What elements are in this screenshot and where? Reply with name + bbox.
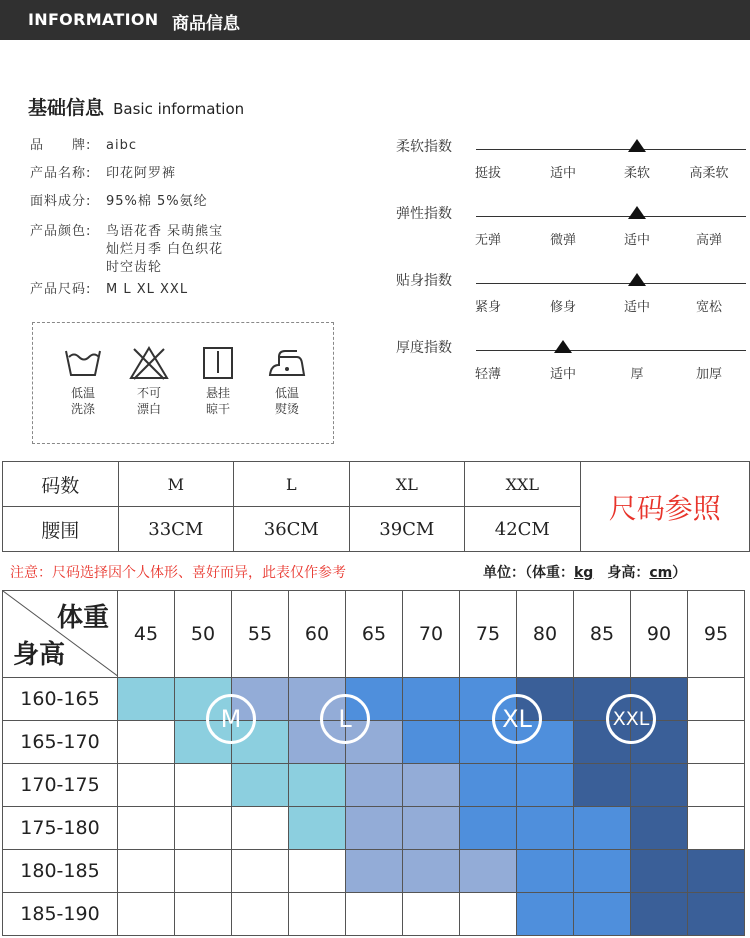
- care-label: 洗涤: [70, 402, 95, 416]
- index-scale-option: 高柔软: [689, 166, 729, 181]
- size-grid-cell: [118, 893, 175, 936]
- size-grid-cell: [688, 893, 745, 936]
- weight-header-cell: 45: [118, 591, 175, 678]
- size-grid-cell: [460, 807, 517, 850]
- header-title-en: INFORMATION: [28, 10, 159, 29]
- index-scale-option: 无弹: [474, 233, 502, 248]
- info-color: [30, 223, 224, 275]
- size-grid-cell: [346, 807, 403, 850]
- index-scale-option: 适中: [549, 367, 577, 382]
- index-scale-line: [476, 350, 746, 351]
- care-label: 熨烫: [274, 402, 299, 416]
- size-grid: [2, 590, 745, 936]
- index-scale-option: 紧身: [474, 300, 502, 315]
- info-label: 产品尺码:: [30, 282, 92, 297]
- size-grid-cell: [631, 893, 688, 936]
- height-header-cell: 160-165: [3, 678, 118, 721]
- index-scale-title: 厚度指数: [396, 340, 452, 356]
- size-grid-cell: [175, 893, 232, 936]
- size-grid-cell: [232, 850, 289, 893]
- size-grid-cell: [232, 764, 289, 807]
- size-grid-cell: [118, 678, 175, 721]
- size-grid-cell: [460, 764, 517, 807]
- size-grid-cell: [118, 807, 175, 850]
- size-grid-cell: [118, 850, 175, 893]
- index-scale-option: 挺拔: [474, 166, 502, 181]
- height-header-cell: 185-190: [3, 893, 118, 936]
- weight-header-cell: 60: [289, 591, 346, 678]
- index-scale-title: 贴身指数: [396, 273, 452, 289]
- care-label: 低温: [274, 386, 299, 400]
- index-marker-icon: [628, 273, 646, 286]
- index-scale-line: [476, 149, 746, 150]
- index-scale-option: 微弹: [549, 233, 577, 248]
- size-grid-cell: [346, 893, 403, 936]
- no-bleach-icon: [128, 345, 170, 381]
- care-label: 漂白: [136, 402, 161, 416]
- header-bar: [0, 0, 750, 40]
- info-label: 面料成分:: [30, 194, 92, 209]
- size-grid-cell: [688, 850, 745, 893]
- weight-header-cell: 95: [688, 591, 745, 678]
- size-note: 注意：尺码选择因个人体形、喜好而异，此表仅作参考: [10, 565, 346, 581]
- grid-corner: [3, 591, 118, 678]
- size-grid-cell: [517, 807, 574, 850]
- index-scale-option: 高弹: [695, 233, 723, 248]
- size-grid-cell: [403, 764, 460, 807]
- index-scale-option: 厚: [630, 367, 644, 382]
- size-row-label: 码数: [3, 462, 119, 507]
- index-scale-line: [476, 283, 746, 284]
- height-header-cell: 170-175: [3, 764, 118, 807]
- size-grid-cell: [403, 807, 460, 850]
- waist-row-label: 腰围: [3, 507, 119, 552]
- size-grid-cell: [232, 807, 289, 850]
- care-instructions-box: [32, 322, 334, 444]
- weight-header-cell: 85: [574, 591, 631, 678]
- size-grid-cell: [403, 678, 460, 721]
- weight-header-cell: 55: [232, 591, 289, 678]
- wash-low-temp-icon: [63, 345, 103, 381]
- size-grid-cell: [346, 764, 403, 807]
- index-marker-icon: [628, 206, 646, 219]
- index-scale-option: 宽松: [695, 300, 723, 315]
- index-scale-option: 适中: [623, 300, 651, 315]
- unit-kg: kg: [574, 565, 594, 581]
- info-value: 时空齿轮: [106, 260, 163, 275]
- size-cell: XL: [349, 462, 465, 507]
- info-label: 产品名称:: [30, 166, 92, 181]
- info-value: 鸟语花香 呆萌熊宝: [106, 224, 224, 239]
- weight-header-cell: 50: [175, 591, 232, 678]
- index-scale-option: 加厚: [695, 367, 723, 382]
- size-grid-cell: [460, 850, 517, 893]
- badge-xxl: XXL: [606, 694, 656, 744]
- index-scale: [396, 136, 746, 196]
- size-row: [3, 462, 750, 507]
- size-grid-cell: [289, 764, 346, 807]
- index-scale-option: 柔软: [623, 166, 651, 181]
- size-grid-cell: [574, 850, 631, 893]
- height-header-cell: 165-170: [3, 721, 118, 764]
- height-axis-label: 身高: [13, 640, 66, 670]
- info-label: 产品颜色:: [30, 224, 92, 239]
- weight-axis-label: 体重: [56, 603, 109, 633]
- info-value: M L XL XXL: [106, 282, 189, 297]
- waist-cell: 36CM: [234, 507, 350, 552]
- care-item-iron: [257, 345, 317, 417]
- hang-dry-icon: [200, 345, 236, 381]
- index-scale-option: 适中: [623, 233, 651, 248]
- unit-cm: cm: [649, 565, 673, 581]
- index-scale-title: 柔软指数: [396, 139, 452, 155]
- info-material: [30, 193, 208, 211]
- basic-info-title-cn: 基础信息: [28, 97, 105, 119]
- size-grid-cell: [460, 893, 517, 936]
- measurement-table: [2, 461, 750, 552]
- size-grid-cell: [631, 850, 688, 893]
- care-item-dry: [188, 345, 248, 417]
- size-grid-cell: [175, 850, 232, 893]
- index-scale-option: 适中: [549, 166, 577, 181]
- basic-info-title: [28, 93, 244, 120]
- index-scale: [396, 337, 746, 397]
- weight-header-cell: 75: [460, 591, 517, 678]
- weight-header-cell: 65: [346, 591, 403, 678]
- waist-cell: 42CM: [465, 507, 581, 552]
- index-scale-option: 轻薄: [474, 367, 502, 382]
- size-grid-cell: [346, 850, 403, 893]
- grid-row: [3, 893, 745, 936]
- care-label: 不可: [136, 386, 161, 400]
- care-item-wash: [53, 345, 113, 417]
- index-marker-icon: [628, 139, 646, 152]
- size-grid-cell: [517, 850, 574, 893]
- care-label: 晾干: [205, 402, 230, 416]
- size-grid-cell: [688, 678, 745, 721]
- badge-xl: XL: [492, 694, 542, 744]
- size-grid-cell: [574, 807, 631, 850]
- size-grid-cell: [118, 721, 175, 764]
- grid-row: [3, 807, 745, 850]
- info-value: 95%棉 5%氨纶: [106, 194, 208, 209]
- grid-row: [3, 764, 745, 807]
- size-reference-label: 尺码参照: [580, 462, 749, 552]
- grid-header-row: [3, 591, 745, 678]
- care-label: 悬挂: [205, 386, 230, 400]
- size-grid-cell: [175, 807, 232, 850]
- size-grid-cell: [403, 850, 460, 893]
- size-grid-cell: [289, 893, 346, 936]
- info-label: 品 牌:: [30, 138, 92, 153]
- size-grid-cell: [574, 893, 631, 936]
- info-value: 灿烂月季 白色织花: [106, 242, 224, 257]
- header-title-cn: 商品信息: [172, 14, 240, 34]
- waist-cell: 33CM: [118, 507, 234, 552]
- grid-row: [3, 850, 745, 893]
- size-grid-cell: [175, 764, 232, 807]
- weight-header-cell: 80: [517, 591, 574, 678]
- index-scale: [396, 203, 746, 263]
- unit-mid: 身高：: [607, 565, 650, 581]
- size-grid-cell: [232, 893, 289, 936]
- height-header-cell: 180-185: [3, 850, 118, 893]
- size-grid-cell: [403, 721, 460, 764]
- size-grid-cell: [631, 807, 688, 850]
- size-grid-cell: [517, 764, 574, 807]
- size-grid-cell: [118, 764, 175, 807]
- size-grid-cell: [574, 764, 631, 807]
- weight-header-cell: 90: [631, 591, 688, 678]
- info-name: [30, 165, 176, 183]
- info-size: [30, 281, 188, 299]
- care-label: 低温: [70, 386, 95, 400]
- height-header-cell: 175-180: [3, 807, 118, 850]
- size-grid-cell: [403, 893, 460, 936]
- index-scale: [396, 270, 746, 330]
- size-grid-cell: [688, 807, 745, 850]
- size-grid-cell: [289, 850, 346, 893]
- size-cell: L: [234, 462, 350, 507]
- size-cell: XXL: [465, 462, 581, 507]
- size-grid-cell: [631, 764, 688, 807]
- info-value: aibc: [106, 138, 137, 153]
- index-scale-line: [476, 216, 746, 217]
- weight-header-cell: 70: [403, 591, 460, 678]
- unit-suffix: ）: [672, 565, 687, 581]
- waist-cell: 39CM: [349, 507, 465, 552]
- size-grid-cell: [289, 807, 346, 850]
- basic-info-title-en: Basic information: [113, 100, 245, 118]
- unit-prefix: 单位：（体重：: [483, 565, 574, 581]
- unit-note: [483, 562, 686, 582]
- info-brand: [30, 137, 137, 155]
- size-cell: M: [118, 462, 234, 507]
- size-grid-cell: [688, 764, 745, 807]
- badge-m: M: [206, 694, 256, 744]
- info-value: 印花阿罗裤: [106, 166, 177, 181]
- size-grid-cell: [517, 893, 574, 936]
- index-scale-option: 修身: [549, 300, 577, 315]
- index-scale-title: 弹性指数: [396, 206, 452, 222]
- iron-low-temp-icon: [267, 345, 307, 381]
- index-marker-icon: [554, 340, 572, 353]
- size-grid-cell: [688, 721, 745, 764]
- care-item-bleach: [119, 345, 179, 417]
- badge-l: L: [320, 694, 370, 744]
